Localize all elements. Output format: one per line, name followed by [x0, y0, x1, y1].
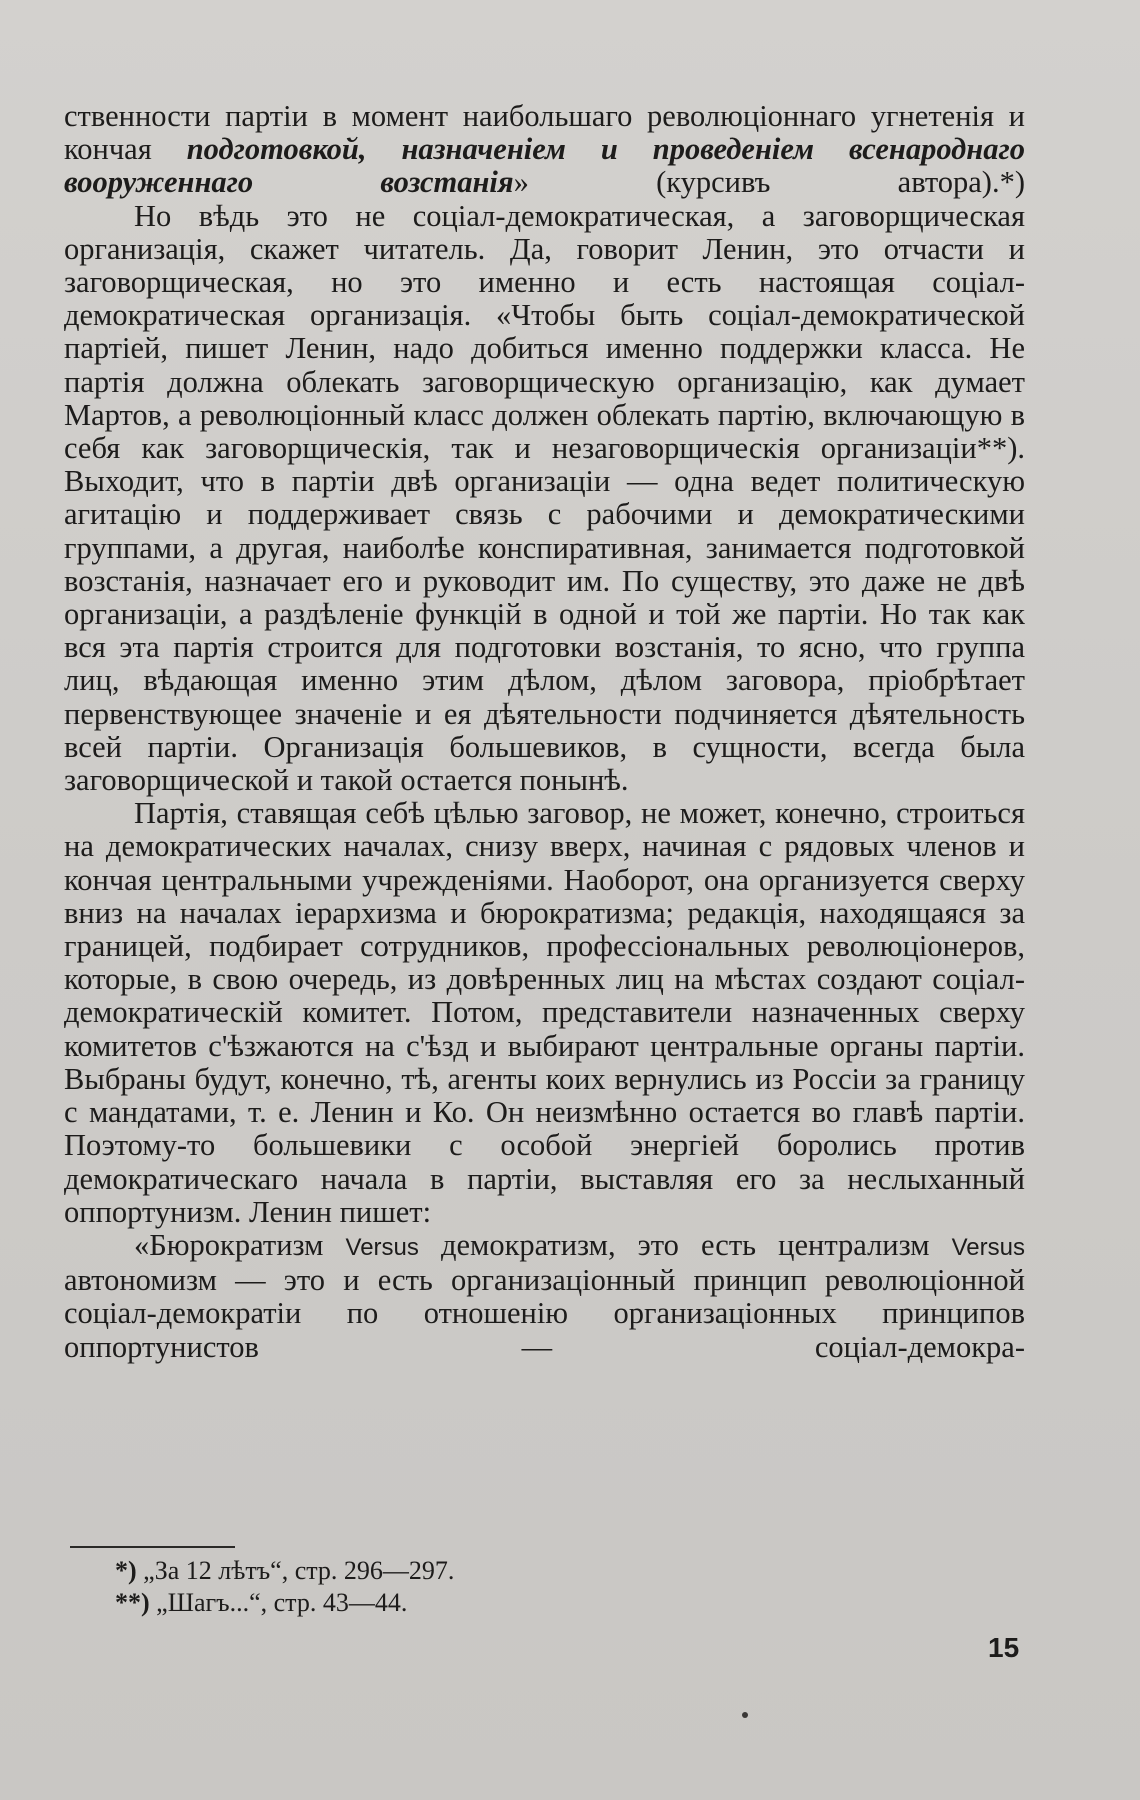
footnote-divider — [70, 1546, 235, 1548]
footnote-1 — [115, 1555, 454, 1587]
paragraph-1-italic: подготовкой, назначеніем и проведеніем всенароднаго вооруженнаго возстанія — [64, 132, 1025, 200]
paragraph-1-start: ственности партіи в момент наибольшаго революціоннаго угнетенія и кончая — [64, 99, 1025, 167]
ink-speck — [742, 1712, 748, 1718]
versus-word-1: Versus — [345, 1233, 419, 1261]
paragraph-3: Партія, ставящая себѣ цѣлью заговор, не может, конечно, строиться на демократических началах, снизу вверх, начиная с рядовых членов и кончая центральными учрежденіями. Наоборот, она организуется сверху вниз на началах іерархизма и бюрократизма; редакція, находящаяся за границей, подбирает сотрудников, профессіональных революціонеров, которые, в свою очередь, из довѣренных лиц на мѣстах создают соціал-демократическій комитет. Потом, представители назначенных сверху комитетов с'ѣзжаются на с'ѣзд и выбирают центральные органы партіи. Выбраны будут, конечно, тѣ, агенты коих вернулись из Россіи за границу с мандатами, т. е. Ленин и Ко. Он неизмѣнно остается во главѣ партіи. Поэтому-то большевики с особой энергіей боролись против демократическаго начала в партіи, выставляя его за неслыханный оппортунизм. Ленин пишет: — [64, 796, 1025, 1229]
footnote-2-text: „Шагъ...“, стр. 43—44. — [156, 1588, 408, 1617]
quote-start: «Бюрократизм — [134, 1227, 346, 1262]
paragraph-1 — [64, 100, 1025, 200]
paragraph-4-quote — [64, 1229, 1025, 1364]
versus-word-2: Versus — [951, 1233, 1025, 1261]
footnote-1-mark: *) — [115, 1556, 137, 1585]
page-number: 15 — [988, 1632, 1020, 1663]
paragraph-1-end: » (курсивъ автора).*) — [513, 165, 1025, 200]
quote-end: автономизм — это и есть организаціонный принцип революціонной соціал-демократіи по отношенію организаціонных принципов оппортунистов — соціал-демокра- — [64, 1263, 1025, 1364]
footnote-2 — [115, 1587, 454, 1619]
footnote-1-text: „За 12 лѣтъ“, стр. 296—297. — [143, 1556, 455, 1585]
footnote-2-mark: **) — [115, 1588, 150, 1617]
footnotes — [115, 1555, 454, 1619]
main-text — [64, 100, 1025, 1364]
paragraph-2: Но вѣдь это не соціал-демократическая, а заговорщическая организація, скажет читатель. Да, говорит Ленин, это отчасти и заговорщическая, но это именно и есть настоящая соціал-демократическая организація. «Чтобы быть соціал-демократической партіей, пишет Ленин, надо добиться именно поддержки класса. Не партія должна облекать заговорщическую организацію, как думает Мартов, а революціонный класс должен облекать партію, включающую в себя как заговорщическія, так и незаговорщическія организаціи**). Выходит, что в партіи двѣ организаціи — одна ведет политическую агитацію и поддерживает связь с рабочими и демократическими группами, а другая, наиболѣе конспиративная, занимается подготовкой возстанія, назначает его и руководит им. По существу, это даже не двѣ организаціи, а раздѣленіе функцій в одной и той же партіи. Но так как вся эта партія строится для подготовки возстанія, то ясно, что группа лиц, вѣдающая именно этим дѣлом, дѣлом заговора, пріобрѣтает первенствующее значеніе и ея дѣятельности подчиняется дѣятельность всей партіи. Организація большевиков, в сущности, всегда была заговорщической и такой остается понынѣ. — [64, 198, 1025, 798]
quote-middle: демократизм, это есть централизм — [418, 1227, 952, 1262]
